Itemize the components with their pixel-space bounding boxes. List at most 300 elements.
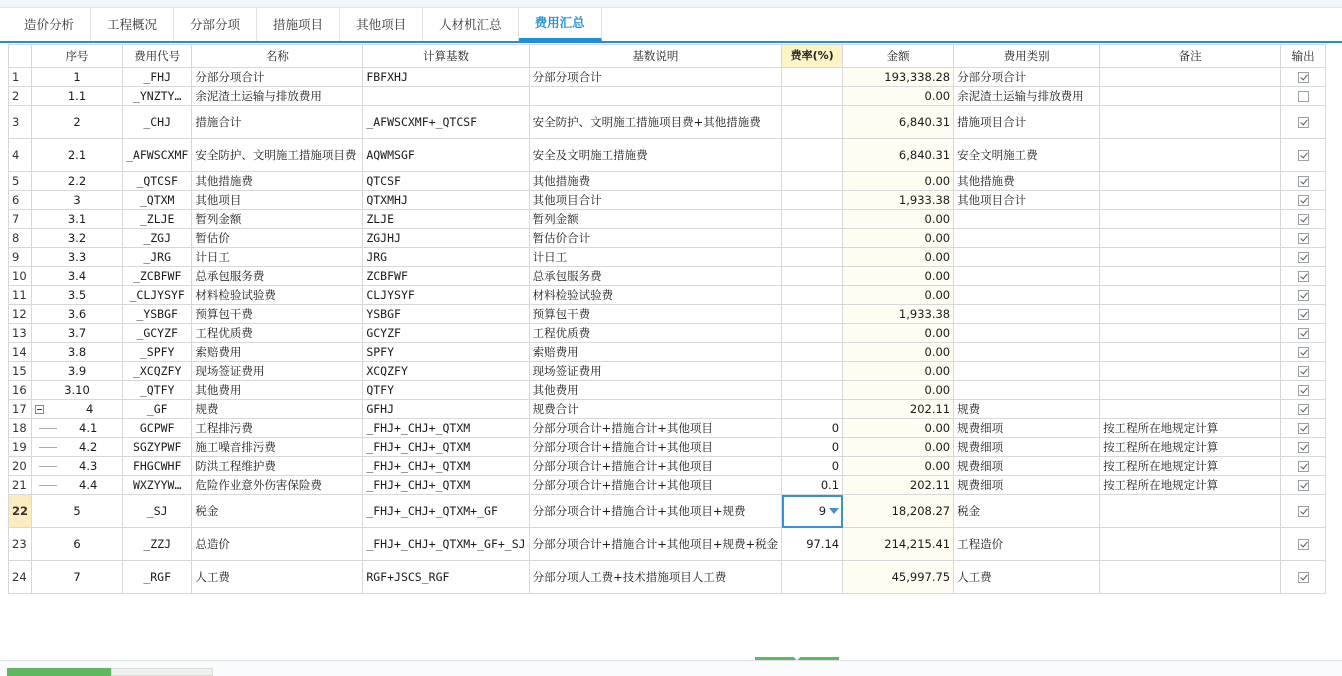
table-row[interactable] [9,87,1326,106]
cell-seq[interactable] [32,438,123,457]
tab-0[interactable]: 造价分析 [8,8,91,41]
output-checkbox[interactable] [1298,195,1309,206]
cell-name[interactable]: 措施合计 [192,106,363,139]
row-number[interactable]: 20 [9,457,32,476]
cell-remark[interactable] [1100,267,1281,286]
cell-seq[interactable]: 7 [32,561,123,594]
cell-name[interactable]: 税金 [192,495,363,528]
cell-remark[interactable]: 按工程所在地规定计算 [1100,457,1281,476]
cell-amount[interactable]: 18,208.27 [843,495,954,528]
cell-seq[interactable] [32,476,123,495]
cell-base-desc[interactable]: 其他费用 [529,381,782,400]
cell-seq[interactable] [32,419,123,438]
cell-remark[interactable]: 按工程所在地规定计算 [1100,419,1281,438]
cell-remark[interactable] [1100,106,1281,139]
output-checkbox[interactable] [1298,176,1309,187]
table-row[interactable] [9,172,1326,191]
cell-category[interactable]: 规费细项 [954,438,1100,457]
cell-base[interactable]: _FHJ+_CHJ+_QTXM [363,419,529,438]
cell-name[interactable]: 材料检验试验费 [192,286,363,305]
cell-remark[interactable] [1100,210,1281,229]
cell-code[interactable]: _ZGJ [123,229,192,248]
cell-amount[interactable]: 214,215.41 [843,528,954,561]
cell-remark[interactable] [1100,248,1281,267]
cell-rate[interactable] [782,210,843,229]
cell-amount[interactable]: 0.00 [843,343,954,362]
cell-base-desc[interactable]: 暂估价合计 [529,229,782,248]
tab-1[interactable]: 工程概况 [91,8,174,41]
cell-base-desc[interactable]: 分部分项合计+措施合计+其他项目+规费+税金 [529,528,782,561]
cell-base-desc[interactable]: 分部分项合计+措施合计+其他项目+规费 [529,495,782,528]
table-row[interactable] [9,68,1326,87]
cell-base-desc[interactable]: 现场签证费用 [529,362,782,381]
cell-seq[interactable]: 2.2 [32,172,123,191]
cell-base[interactable]: SPFY [363,343,529,362]
tab-5[interactable]: 人材机汇总 [423,8,519,41]
cell-amount[interactable]: 0.00 [843,286,954,305]
cell-name[interactable]: 分部分项合计 [192,68,363,87]
cell-rate[interactable]: 97.14 [782,528,843,561]
cell-category[interactable]: 措施项目合计 [954,106,1100,139]
cell-category[interactable] [954,286,1100,305]
cell-amount[interactable]: 6,840.31 [843,106,954,139]
cell-code[interactable]: _ZZJ [123,528,192,561]
col-header-code[interactable]: 费用代号 [123,45,192,68]
output-checkbox[interactable] [1298,72,1309,83]
table-row[interactable] [9,286,1326,305]
cell-code[interactable]: _JRG [123,248,192,267]
row-number[interactable]: 5 [9,172,32,191]
output-checkbox[interactable] [1298,461,1309,472]
cell-rate[interactable] [782,267,843,286]
cell-name[interactable]: 余泥渣土运输与排放费用 [192,87,363,106]
row-number[interactable]: 9 [9,248,32,267]
row-number[interactable]: 11 [9,286,32,305]
cell-amount[interactable]: 0.00 [843,267,954,286]
cell-seq[interactable]: 3.4 [32,267,123,286]
cell-remark[interactable] [1100,172,1281,191]
cell-code[interactable]: FHGCWHF [123,457,192,476]
cell-remark[interactable] [1100,191,1281,210]
output-checkbox[interactable] [1298,423,1309,434]
cell-rate[interactable] [782,381,843,400]
row-number[interactable]: 12 [9,305,32,324]
cell-amount[interactable]: 0.00 [843,210,954,229]
cell-code[interactable]: _AFWSCXMF [123,139,192,172]
cell-amount[interactable]: 193,338.28 [843,68,954,87]
cell-category[interactable]: 规费 [954,400,1100,419]
cell-base-desc[interactable]: 分部分项合计+措施合计+其他项目 [529,438,782,457]
cell-remark[interactable] [1100,561,1281,594]
row-number[interactable]: 6 [9,191,32,210]
cell-category[interactable] [954,305,1100,324]
col-header-output[interactable]: 输出 [1281,45,1326,68]
cell-seq[interactable]: 3.9 [32,362,123,381]
table-row[interactable] [9,495,1326,528]
output-checkbox[interactable] [1298,366,1309,377]
cell-base[interactable]: _AFWSCXMF+_QTCSF [363,106,529,139]
cell-base-desc[interactable]: 其他措施费 [529,172,782,191]
output-checkbox[interactable] [1298,539,1309,550]
cell-seq[interactable]: 1 [32,68,123,87]
table-row[interactable] [9,324,1326,343]
cell-category[interactable] [954,362,1100,381]
bottom-tab[interactable] [111,668,213,676]
cell-amount[interactable]: 0.00 [843,457,954,476]
cell-base-desc[interactable]: 暂列金额 [529,210,782,229]
cell-rate[interactable] [782,324,843,343]
cell-remark[interactable] [1100,305,1281,324]
cell-category[interactable]: 规费细项 [954,419,1100,438]
row-number[interactable]: 22 [9,495,32,528]
table-row[interactable] [9,267,1326,286]
cell-base[interactable]: ZGJHJ [363,229,529,248]
output-checkbox[interactable] [1298,385,1309,396]
output-checkbox[interactable] [1298,290,1309,301]
cell-base-desc[interactable]: 预算包干费 [529,305,782,324]
cell-remark[interactable] [1100,362,1281,381]
cell-category[interactable] [954,381,1100,400]
cell-rate[interactable] [782,68,843,87]
cell-amount[interactable]: 0.00 [843,381,954,400]
cell-rate[interactable] [782,106,843,139]
cell-rate[interactable] [782,362,843,381]
cell-name[interactable]: 索赔费用 [192,343,363,362]
row-number[interactable]: 13 [9,324,32,343]
cell-seq[interactable]: 3.2 [32,229,123,248]
cell-amount[interactable]: 6,840.31 [843,139,954,172]
cell-remark[interactable] [1100,139,1281,172]
rate-dropdown[interactable] [782,495,843,528]
output-checkbox[interactable] [1298,572,1309,583]
row-number[interactable]: 23 [9,528,32,561]
cell-base[interactable]: QTXMHJ [363,191,529,210]
output-checkbox[interactable] [1298,328,1309,339]
cell-code[interactable]: _SJ [123,495,192,528]
table-row[interactable] [9,139,1326,172]
cell-base-desc[interactable]: 安全及文明施工措施费 [529,139,782,172]
cell-category[interactable] [954,324,1100,343]
table-row[interactable] [9,229,1326,248]
cell-base[interactable]: YSBGF [363,305,529,324]
cell-base[interactable]: GCYZF [363,324,529,343]
cell-rate[interactable] [782,248,843,267]
cell-base[interactable]: ZCBFWF [363,267,529,286]
output-checkbox[interactable] [1298,309,1309,320]
bottom-tab-active[interactable] [7,668,111,676]
cell-seq[interactable]: 2.1 [32,139,123,172]
cell-rate[interactable] [782,561,843,594]
cell-remark[interactable] [1100,343,1281,362]
cell-base[interactable]: GFHJ [363,400,529,419]
cell-amount[interactable]: 1,933.38 [843,191,954,210]
row-number[interactable]: 7 [9,210,32,229]
row-number[interactable]: 21 [9,476,32,495]
output-checkbox[interactable] [1298,252,1309,263]
table-row[interactable] [9,476,1326,495]
cell-base-desc[interactable]: 安全防护、文明施工措施项目费+其他措施费 [529,106,782,139]
cell-base[interactable]: XCQZFY [363,362,529,381]
cell-code[interactable]: _QTCSF [123,172,192,191]
output-checkbox[interactable] [1298,506,1309,517]
cell-amount[interactable]: 0.00 [843,172,954,191]
row-number[interactable]: 2 [9,87,32,106]
cell-rate[interactable] [782,87,843,106]
cell-base-desc[interactable] [529,87,782,106]
cell-base[interactable]: QTFY [363,381,529,400]
cell-name[interactable]: 工程排污费 [192,419,363,438]
cell-rate[interactable] [782,343,843,362]
table-row[interactable] [9,438,1326,457]
cell-amount[interactable]: 45,997.75 [843,561,954,594]
table-row[interactable] [9,191,1326,210]
table-row[interactable] [9,457,1326,476]
table-row[interactable] [9,305,1326,324]
cell-amount[interactable]: 0.00 [843,362,954,381]
cell-seq[interactable]: 2 [32,106,123,139]
table-row[interactable] [9,210,1326,229]
cell-category[interactable]: 分部分项合计 [954,68,1100,87]
cell-code[interactable]: SGZYPWF [123,438,192,457]
cell-base-desc[interactable]: 规费合计 [529,400,782,419]
table-row[interactable] [9,343,1326,362]
cell-amount[interactable]: 0.00 [843,229,954,248]
col-header-amount[interactable]: 金额 [843,45,954,68]
cell-category[interactable]: 余泥渣土运输与排放费用 [954,87,1100,106]
cell-category[interactable]: 其他项目合计 [954,191,1100,210]
col-header-rate[interactable]: 费率(%) [782,45,843,68]
cell-seq[interactable]: 3.5 [32,286,123,305]
collapse-icon[interactable] [35,405,44,414]
col-header-seq[interactable]: 序号 [32,45,123,68]
cell-remark[interactable] [1100,286,1281,305]
cell-base-desc[interactable]: 分部分项人工费+技术措施项目人工费 [529,561,782,594]
cell-code[interactable]: _QTXM [123,191,192,210]
table-row[interactable] [9,248,1326,267]
cell-amount[interactable]: 202.11 [843,400,954,419]
cell-rate[interactable] [782,191,843,210]
cell-name[interactable]: 规费 [192,400,363,419]
row-number[interactable]: 10 [9,267,32,286]
cell-code[interactable]: _FHJ [123,68,192,87]
output-checkbox[interactable] [1298,91,1309,102]
cell-base-desc[interactable]: 分部分项合计+措施合计+其他项目 [529,476,782,495]
col-header-base[interactable]: 计算基数 [363,45,529,68]
cell-rate[interactable] [782,139,843,172]
cell-seq[interactable]: 3.3 [32,248,123,267]
cell-name[interactable]: 其他费用 [192,381,363,400]
cell-base[interactable]: _FHJ+_CHJ+_QTXM [363,476,529,495]
cell-base[interactable]: _FHJ+_CHJ+_QTXM+_GF [363,495,529,528]
row-number[interactable]: 3 [9,106,32,139]
cell-amount[interactable]: 0.00 [843,248,954,267]
cell-name[interactable]: 其他措施费 [192,172,363,191]
cell-category[interactable] [954,343,1100,362]
cell-remark[interactable] [1100,495,1281,528]
cell-base[interactable]: JRG [363,248,529,267]
table-row[interactable] [9,561,1326,594]
cell-seq[interactable] [32,400,123,419]
dropdown-arrow-icon[interactable] [829,508,839,514]
cell-code[interactable]: _ZLJE [123,210,192,229]
cell-base[interactable]: _FHJ+_CHJ+_QTXM+_GF+_SJ [363,528,529,561]
cell-rate[interactable] [782,229,843,248]
cell-base-desc[interactable]: 索赔费用 [529,343,782,362]
row-number[interactable]: 18 [9,419,32,438]
output-checkbox[interactable] [1298,233,1309,244]
cell-base-desc[interactable]: 分部分项合计+措施合计+其他项目 [529,457,782,476]
row-number[interactable]: 24 [9,561,32,594]
cell-amount[interactable]: 202.11 [843,476,954,495]
col-header-base-desc[interactable]: 基数说明 [529,45,782,68]
table-row[interactable] [9,106,1326,139]
cell-base[interactable]: RGF+JSCS_RGF [363,561,529,594]
cell-base-desc[interactable]: 其他项目合计 [529,191,782,210]
cell-name[interactable]: 人工费 [192,561,363,594]
cell-code[interactable]: _ZCBFWF [123,267,192,286]
cell-remark[interactable] [1100,87,1281,106]
cell-rate[interactable]: 0.1 [782,476,843,495]
row-number[interactable]: 4 [9,139,32,172]
cell-code[interactable]: _XCQZFY [123,362,192,381]
tab-6[interactable]: 费用汇总 [519,8,602,41]
cell-seq[interactable]: 6 [32,528,123,561]
cell-base[interactable]: FBFXHJ [363,68,529,87]
cell-code[interactable]: _YNZTY… [123,87,192,106]
cell-remark[interactable] [1100,528,1281,561]
cell-rate[interactable] [782,305,843,324]
row-number[interactable]: 8 [9,229,32,248]
output-checkbox[interactable] [1298,271,1309,282]
cell-name[interactable]: 安全防护、文明施工措施项目费 [192,139,363,172]
col-header-name[interactable]: 名称 [192,45,363,68]
cell-rate[interactable] [782,286,843,305]
cell-category[interactable]: 工程造价 [954,528,1100,561]
cell-base[interactable]: ZLJE [363,210,529,229]
cell-code[interactable]: _QTFY [123,381,192,400]
output-checkbox[interactable] [1298,150,1309,161]
cell-rate[interactable]: 0 [782,457,843,476]
cell-base-desc[interactable]: 计日工 [529,248,782,267]
row-number[interactable]: 17 [9,400,32,419]
cell-base-desc[interactable]: 分部分项合计+措施合计+其他项目 [529,419,782,438]
cell-code[interactable]: _GF [123,400,192,419]
output-checkbox[interactable] [1298,347,1309,358]
row-number[interactable]: 1 [9,68,32,87]
cell-remark[interactable] [1100,229,1281,248]
cell-amount[interactable]: 0.00 [843,87,954,106]
cell-amount[interactable]: 0.00 [843,438,954,457]
table-row[interactable] [9,528,1326,561]
row-number[interactable]: 16 [9,381,32,400]
cell-code[interactable]: _GCYZF [123,324,192,343]
table-row[interactable] [9,381,1326,400]
cell-base-desc[interactable]: 工程优质费 [529,324,782,343]
cell-category[interactable] [954,210,1100,229]
cell-base[interactable]: AQWMSGF [363,139,529,172]
cell-name[interactable]: 预算包干费 [192,305,363,324]
cell-name[interactable]: 施工噪音排污费 [192,438,363,457]
cell-name[interactable]: 防洪工程维护费 [192,457,363,476]
cell-remark[interactable]: 按工程所在地规定计算 [1100,476,1281,495]
cell-remark[interactable] [1100,381,1281,400]
cell-remark[interactable] [1100,68,1281,87]
cell-category[interactable]: 规费细项 [954,457,1100,476]
cell-category[interactable]: 其他措施费 [954,172,1100,191]
cell-seq[interactable] [32,457,123,476]
cell-code[interactable]: _SPFY [123,343,192,362]
col-header-category[interactable]: 费用类别 [954,45,1100,68]
cell-name[interactable]: 暂列金额 [192,210,363,229]
output-checkbox[interactable] [1298,214,1309,225]
cell-seq[interactable]: 3.7 [32,324,123,343]
cell-code[interactable]: WXZYYW… [123,476,192,495]
cell-name[interactable]: 总承包服务费 [192,267,363,286]
cell-remark[interactable] [1100,400,1281,419]
cell-code[interactable]: _CHJ [123,106,192,139]
cell-name[interactable]: 工程优质费 [192,324,363,343]
cell-code[interactable]: _RGF [123,561,192,594]
cell-remark[interactable]: 按工程所在地规定计算 [1100,438,1281,457]
cell-name[interactable]: 其他项目 [192,191,363,210]
cell-seq[interactable]: 3.10 [32,381,123,400]
cell-base[interactable]: QTCSF [363,172,529,191]
cell-base[interactable]: _FHJ+_CHJ+_QTXM [363,457,529,476]
cell-rate[interactable]: 0 [782,438,843,457]
output-checkbox[interactable] [1298,480,1309,491]
output-checkbox[interactable] [1298,404,1309,415]
output-checkbox[interactable] [1298,442,1309,453]
cell-base[interactable] [363,87,529,106]
table-row[interactable] [9,362,1326,381]
cell-name[interactable]: 计日工 [192,248,363,267]
cell-seq[interactable]: 1.1 [32,87,123,106]
cell-name[interactable]: 总造价 [192,528,363,561]
cell-rate[interactable]: 0 [782,419,843,438]
cell-code[interactable]: _CLJYSYF [123,286,192,305]
row-number[interactable]: 14 [9,343,32,362]
cell-rate[interactable] [782,400,843,419]
cell-category[interactable]: 安全文明施工费 [954,139,1100,172]
cell-amount[interactable]: 1,933.38 [843,305,954,324]
cell-name[interactable]: 危险作业意外伤害保险费 [192,476,363,495]
cell-category[interactable] [954,229,1100,248]
tab-4[interactable]: 其他项目 [340,8,423,41]
cell-remark[interactable] [1100,324,1281,343]
cell-seq[interactable]: 3.6 [32,305,123,324]
cell-seq[interactable]: 3.8 [32,343,123,362]
cell-category[interactable]: 税金 [954,495,1100,528]
row-number[interactable]: 19 [9,438,32,457]
cell-category[interactable]: 人工费 [954,561,1100,594]
cell-seq[interactable]: 3 [32,191,123,210]
cell-category[interactable]: 规费细项 [954,476,1100,495]
cell-code[interactable]: _YSBGF [123,305,192,324]
cell-amount[interactable]: 0.00 [843,324,954,343]
cell-category[interactable] [954,248,1100,267]
tab-3[interactable]: 措施项目 [257,8,340,41]
cell-base-desc[interactable]: 材料检验试验费 [529,286,782,305]
cell-name[interactable]: 现场签证费用 [192,362,363,381]
cell-name[interactable]: 暂估价 [192,229,363,248]
cell-base-desc[interactable]: 分部分项合计 [529,68,782,87]
cell-rate[interactable] [782,172,843,191]
row-number[interactable]: 15 [9,362,32,381]
output-checkbox[interactable] [1298,117,1309,128]
cell-amount[interactable]: 0.00 [843,419,954,438]
col-header-remark[interactable]: 备注 [1100,45,1281,68]
cell-code[interactable]: GCPWF [123,419,192,438]
